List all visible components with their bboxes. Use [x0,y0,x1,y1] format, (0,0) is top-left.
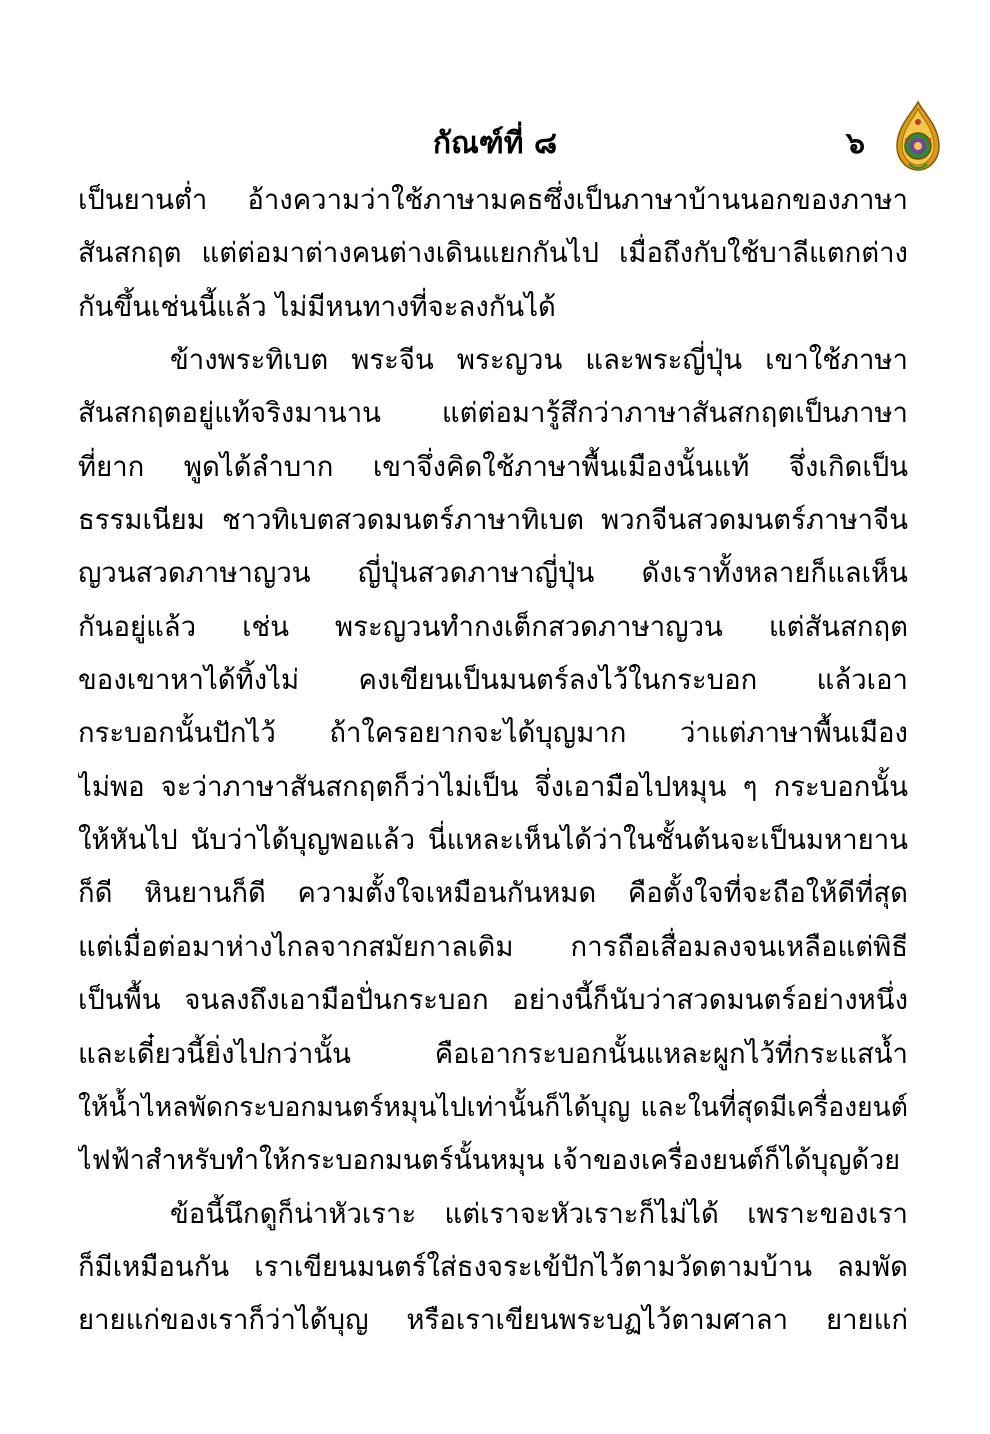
text-line: กันขึ้นเช่นนี้แล้ว ไม่มีหนทางที่จะลงกันได้ [78,290,556,323]
text-line: ธรรมเนียม ชาวทิเบตสวดมนตร์ภาษาทิเบต พวกจีนสวดมนตร์ภาษาจีน [78,504,908,537]
text-line: ที่ยาก พูดได้ลำบาก เขาจึ่งคิดใช้ภาษาพื้นเมืองนั้นแท้ จึ่งเกิดเป็น [78,450,908,483]
text-line: กันอยู่แล้ว เช่น พระญวนทำกงเต็กสวดภาษาญวน แต่สันสกฤต [78,610,908,643]
text-line: และเดี๋ยวนี้ยิ่งไปกว่านั้น คือเอากระบอกนั้นแหละผูกไว้ที่กระแสน้ำ [78,1037,908,1070]
text-line: ให้หันไป นับว่าได้บุญพอแล้ว นี่แหละเห็นได้ว่าในชั้นต้นจะเป็นมหายาน [78,824,908,857]
text-line: ไม่พอ จะว่าภาษาสันสกฤตก็ว่าไม่เป็น จึ่งเอามือไปหมุน ๆ กระบอกนั้น [78,770,908,803]
text-line: เป็นพื้น จนลงถึงเอามือปั่นกระบอก อย่างนี้ก็นับว่าสวดมนตร์อย่างหนึ่ง [78,984,908,1017]
page-number: ๖ [846,126,866,161]
text-line: ก็มีเหมือนกัน เราเขียนมนตร์ใส่ธงจระเข้ปักไว้ตามวัดตามบ้าน ลมพัด [78,1250,908,1283]
text-line: แต่เมื่อต่อมาห่างไกลจากสมัยกาลเดิม การถือเสื่อมลงจนเหลือแต่พิธี [78,930,908,963]
text-line: ของเขาหาได้ทิ้งไม่ คงเขียนเป็นมนตร์ลงไว้ในกระบอก แล้วเอา [78,664,908,697]
text-line: ไฟฟ้าสำหรับทำให้กระบอกมนตร์นั้นหมุน เจ้าของเครื่องยนต์ก็ได้บุญด้วย [78,1145,901,1177]
text-line: ข้างพระทิเบต พระจีน พระญวน และพระญี่ปุ่น เขาใช้ภาษา [170,344,908,377]
text-line: ให้น้ำไหลพัดกระบอกมนตร์หมุนไปเท่านั้นก็ได้บุญ และในที่สุดมีเครื่องยนต์ [78,1091,908,1123]
text-line: สันสกฤตอยู่แท้จริงมานาน แต่ต่อมารู้สึกว่าภาษาสันสกฤตเป็นภาษา [78,397,908,430]
text-line: สันสกฤต แต่ต่อมาต่างคนต่างเดินแยกกันไป เมื่อถึงกับใช้บาลีแตกต่าง [78,237,908,270]
text-line: ข้อนี้นึกดูก็น่าหัวเราะ แต่เราจะหัวเราะก็ไม่ได้ เพราะของเรา [170,1197,908,1230]
text-line: เป็นยานต่ำ อ้างความว่าใช้ภาษามคธซึ่งเป็นภาษาบ้านนอกของภาษา [78,184,908,216]
text-line: ก็ดี หินยานก็ดี ความตั้งใจเหมือนกันหมด คือตั้งใจที่จะถือให้ดีที่สุด [78,877,908,910]
text-line: กระบอกนั้นปักไว้ ถ้าใครอยากจะได้บุญมาก ว่าแต่ภาษาพื้นเมือง [78,717,908,750]
text-line: ยายแก่ของเราก็ว่าได้บุญ หรือเราเขียนพระบฏไว้ตามศาลา ยายแก่ [78,1304,908,1337]
chapter-title: กัณฑ์ที่ ๘ [432,126,558,161]
seal-emblem-icon [893,100,943,174]
body-text [78,174,908,1348]
text-line: ญวนสวดภาษาญวน ญี่ปุ่นสวดภาษาญี่ปุ่น ดังเราทั้งหลายก็แลเห็น [78,557,908,590]
